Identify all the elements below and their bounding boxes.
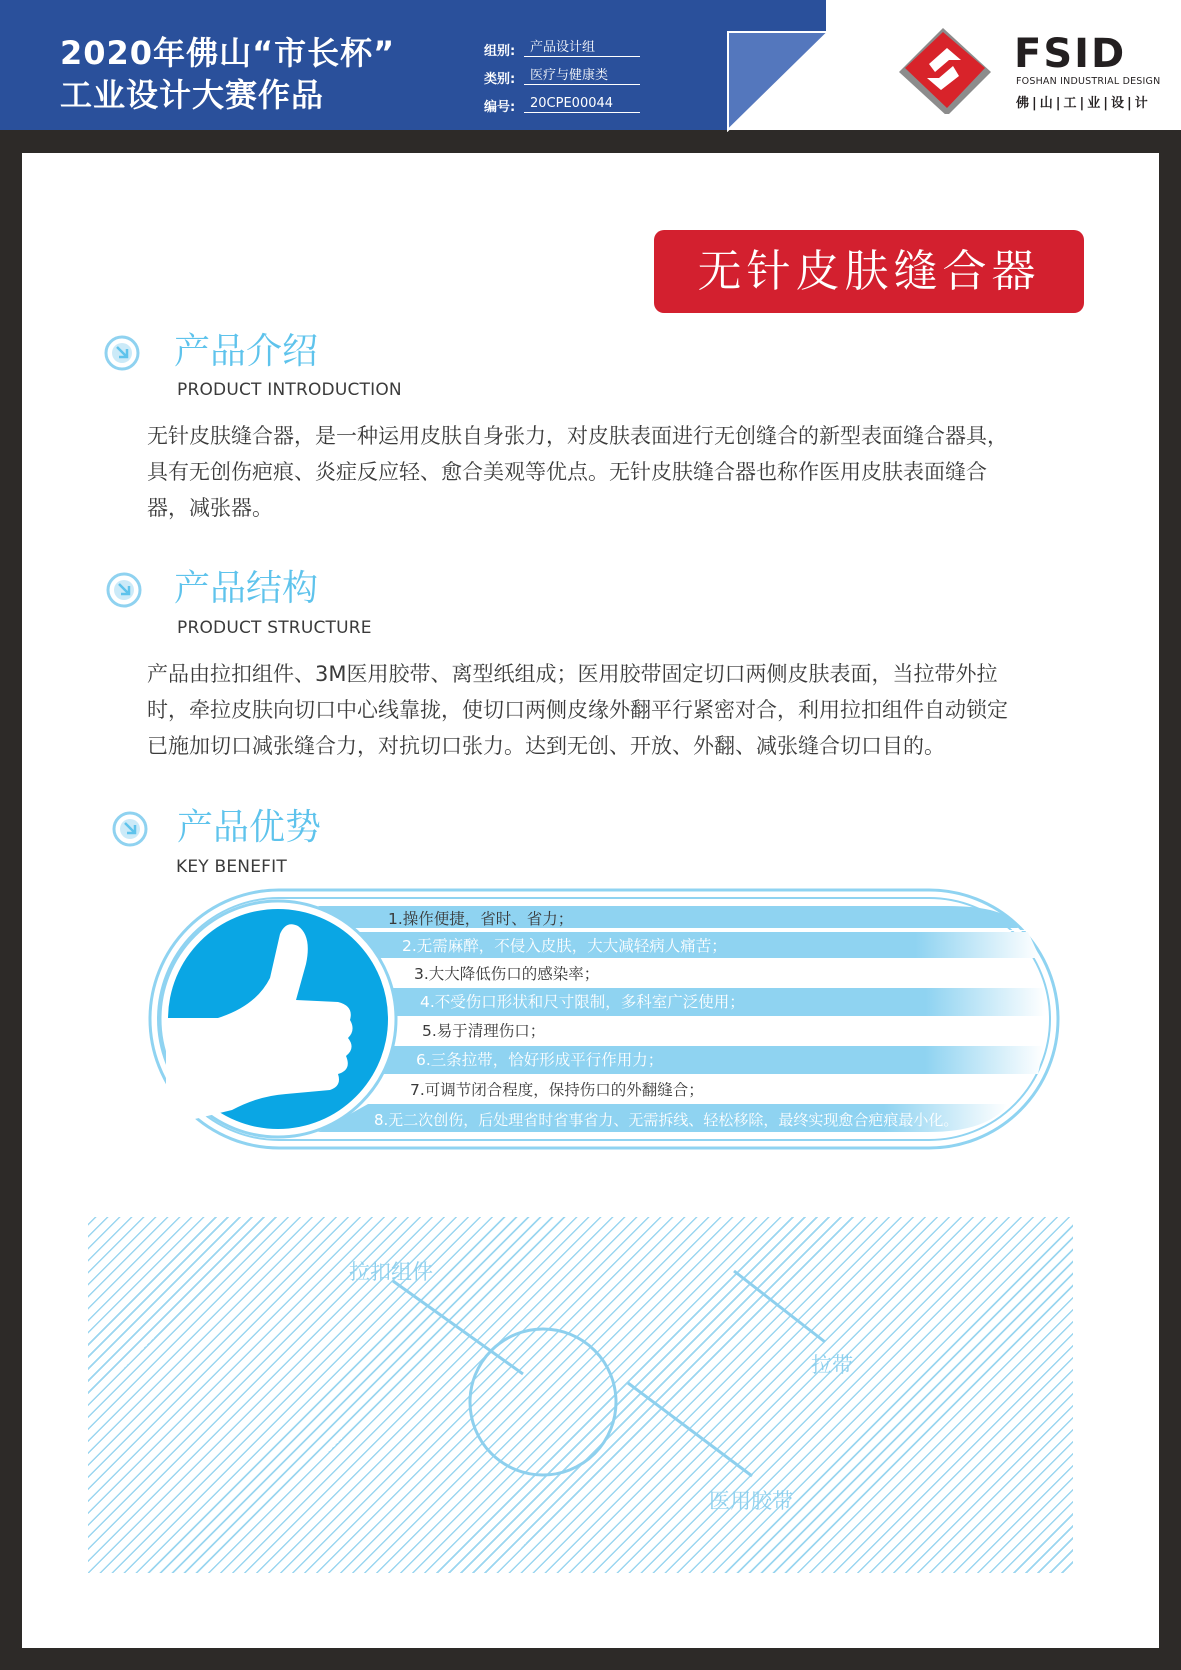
fsid-logo-icon [895,24,995,114]
callout-medical-tape: 医用胶带 [709,1489,793,1513]
section-subtitle-intro: PRODUCT INTRODUCTION [177,380,402,400]
section-title-benefit: 产品优势 [177,807,322,848]
number-value: 20CPE00044 [524,96,640,113]
callout-buckle-assembly: 拉扣组件 [349,1260,433,1284]
fsid-logo-word: FSID [1014,31,1127,77]
section-subtitle-benefit: KEY BENEFIT [176,857,287,877]
benefit-item-1: 1.操作便捷，省时、省力； [388,910,574,928]
benefit-item-7: 7.可调节闭合程度，保持伤口的外翻缝合； [410,1081,704,1099]
section-body-structure: 产品由拉扣组件、3M医用胶带、离型纸组成；医用胶带固定切口两侧皮肤表面，当拉带外拉时，牵拉皮肤向切口中心线靠拢，使切口两侧皮缘外翻平行紧密对合，利用拉扣组件自动锁定已施加切口减张缝合力，对抗切口张力。达到无创、开放、外翻、减张缝合切口目的。 [147,662,1008,758]
section-subtitle-structure: PRODUCT STRUCTURE [177,618,372,638]
number-label: 编号: [484,100,516,115]
section-arrow-icon [112,811,148,847]
product-title: 无针皮肤缝合器 [654,230,1084,313]
section-body-intro: 无针皮肤缝合器，是一种运用皮肤自身张力，对皮肤表面进行无创缝合的新型表面缝合器具，具有无创伤疤痕、炎症反应轻、愈合美观等优点。无针皮肤缝合器也称作医用皮肤表面缝合器，减张器。 [147,424,1008,520]
benefit-item-8: 8.无二次创伤，后处理省时省事省力、无需拆线、轻松移除，最终实现愈合疤痕最小化。 [374,1111,959,1129]
section-title-intro: 产品介绍 [174,331,319,372]
thumbs-up-icon [166,920,356,1130]
fsid-logo-chinese: 佛|山|工|业|设|计 [1016,96,1151,111]
benefit-item-6: 6.三条拉带，恰好形成平行作用力； [416,1051,664,1069]
section-arrow-icon [104,335,140,371]
benefit-item-3: 3.大大降低伤口的感染率； [414,965,600,983]
benefit-item-5: 5.易于清理伤口； [422,1022,546,1040]
group-value: 产品设计组 [524,40,640,57]
callout-pull-strap: 拉带 [811,1353,853,1377]
category-label: 类别: [484,72,516,87]
folded-corner-decoration [726,30,830,132]
event-title-line1: 2020年佛山“市长杯” [60,34,396,72]
category-value: 医疗与健康类 [524,68,640,85]
benefit-item-2: 2.无需麻醉，不侵入皮肤，大大减轻病人痛苦； [402,937,727,955]
section-title-structure: 产品结构 [174,568,319,609]
section-arrow-icon [106,572,142,608]
fsid-logo-english: FOSHAN INDUSTRIAL DESIGN [1016,76,1161,87]
event-title-line2: 工业设计大赛作品 [60,76,325,114]
benefit-item-4: 4.不受伤口形状和尺寸限制，多科室广泛使用； [420,993,745,1011]
diagram-callout-lines [88,1217,1073,1573]
group-label: 组别: [484,44,516,59]
